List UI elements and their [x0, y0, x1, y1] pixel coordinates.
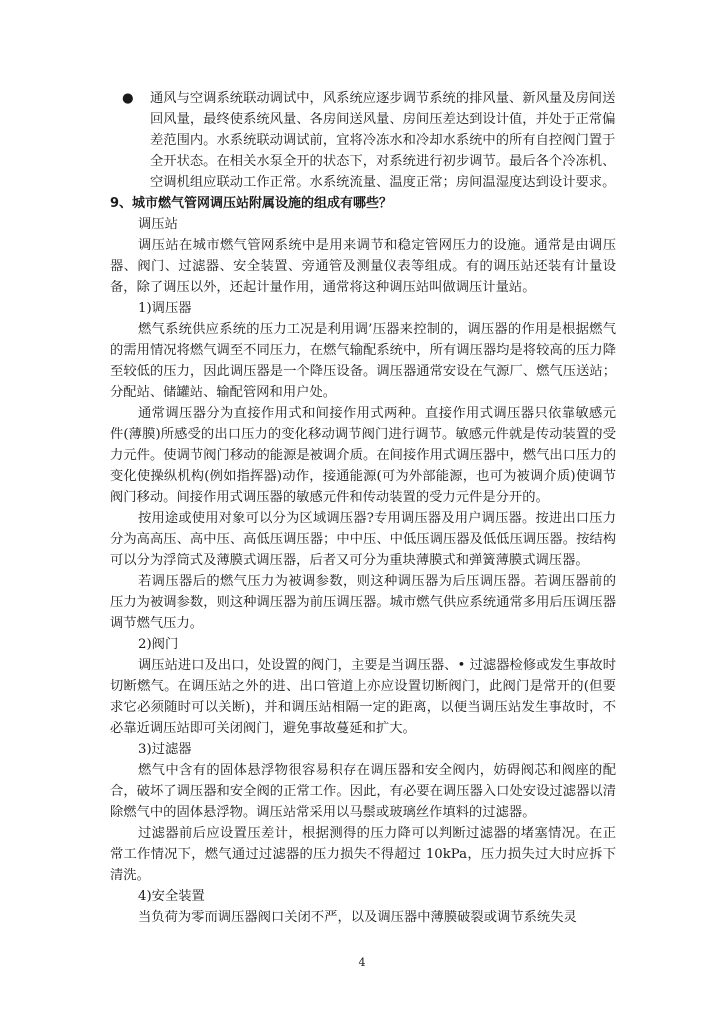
bullet-icon: ● — [122, 91, 134, 106]
safety-title: 4)安全装置 — [138, 889, 205, 904]
bullet-text: 通风与空调系统联动调试中，风系统应逐步调节系统的排风量、新风量及房间送回风量，最终使系统风量、各房间送风量、房间压差达到设计值，并处于正常偏差范围内。水系统联动调试前，宜将冷冻水和冷却水系统中的所有自控阀门置于全开状态。在相关水泵全开的状态下，对系统进行初步调节。最后各个冷冻机、空调机组应联动工作正常。水系统流量、温度正常；房间温湿度达到设计要求。 — [150, 91, 616, 190]
regulator-paragraph-3: 按用途或使用对象可以分为区域调压器?专用调压器及用户调压器。按进出口压力分为高高压、高中压、高低压调压器；中中压、中低压调压器及低低压调压器。按结构可以分为浮筒式及薄膜式调压器，后者又可分为重块薄膜式和弹簧薄膜式调压器。 — [110, 511, 616, 568]
regulator-title: 1)调压器 — [138, 301, 192, 316]
safety-paragraph-1: 当负荷为零而调压器阀口关闭不严，以及调压器中薄膜破裂或调节系统失灵 — [138, 910, 577, 925]
filter-title: 3)过滤器 — [138, 742, 192, 757]
regulator-paragraph-2: 通常调压器分为直接作用式和间接作用式两种。直接作用式调压器只依靠敏感元件(薄膜)所感受的出口压力的变化移动调节阀门进行调节。敏感元件就是传动装置的受力元件。使调节阀门移动的能源是被调介质。在间接作用式调压器中，燃气出口压力的变化使操纵机构(例如指挥器)动作，接通能源(可为外部能源，也可为被调介质)使调节阀门移动。间接作用式调压器的敏感元件和传动装置的受力元件是分开的。 — [110, 406, 616, 505]
page-content — [110, 88, 616, 928]
section-title: 调压站 — [138, 217, 178, 232]
bullet-paragraph — [110, 88, 616, 193]
regulator-paragraph-1: 燃气系统供应系统的压力工况是利用调’压器来控制的，调压器的作用是根据燃气的需用情况将燃气调至不同压力，在燃气输配系统中，所有调压器均是将较高的压力降至较低的压力，因此调压器是一个降压设备。调压器通常安设在气源厂、燃气压送站；分配站、储罐站、输配管网和用户处。 — [110, 322, 616, 400]
valve-title: 2)阀门 — [138, 637, 179, 652]
filter-paragraph-2: 过滤器前后应设置压差计，根据测得的压力降可以判断过滤器的堵塞情况。在正常工作情况下，燃气通过过滤器的压力损失不得超过 10kPa，压力损失过大时应拆下清洗。 — [110, 826, 616, 883]
intro-paragraph: 调压站在城市燃气管网系统中是用来调节和稳定管网压力的设施。通常是由调压器、阀门、过滤器、安全装置、旁通管及测量仪表等组成。有的调压站还装有计量设备，除了调压以外，还起计量作用，通常将这种调压站叫做调压计量站。 — [110, 238, 616, 295]
page-number: 4 — [358, 956, 366, 969]
filter-paragraph-1: 燃气中含有的固体悬浮物很容易积存在调压器和安全阀内，妨碍阀芯和阀座的配合，破坏了调压器和安全阀的正常工作。因此，有必要在调压器入口处安设过滤器以清除燃气中的固体悬浮物。调压站常采用以马鬃或玻璃丝作填料的过滤器。 — [110, 763, 616, 820]
regulator-paragraph-4: 若调压器后的燃气压力为被调参数，则这种调压器为后压调压器。若调压器前的压力为被调参数，则这种调压器为前压调压器。城市燃气供应系统通常多用后压调压器调节燃气压力。 — [110, 574, 616, 631]
valve-paragraph-1: 调压站进口及出口，处设置的阀门，主要是当调压器、• 过滤器检修或发生事故时切断燃气。在调压站之外的进、出口管道上亦应设置切断阀门，此阀门是常开的(但要求它必须随时可以关断)，并和调压站相隔一定的距离，以便当调压站发生事故时，不必靠近调压站即可关闭阀门，避免事故蔓延和扩大。 — [110, 658, 616, 736]
question-heading: 9、城市燃气管网调压站附属设施的组成有哪些？ — [110, 196, 393, 211]
